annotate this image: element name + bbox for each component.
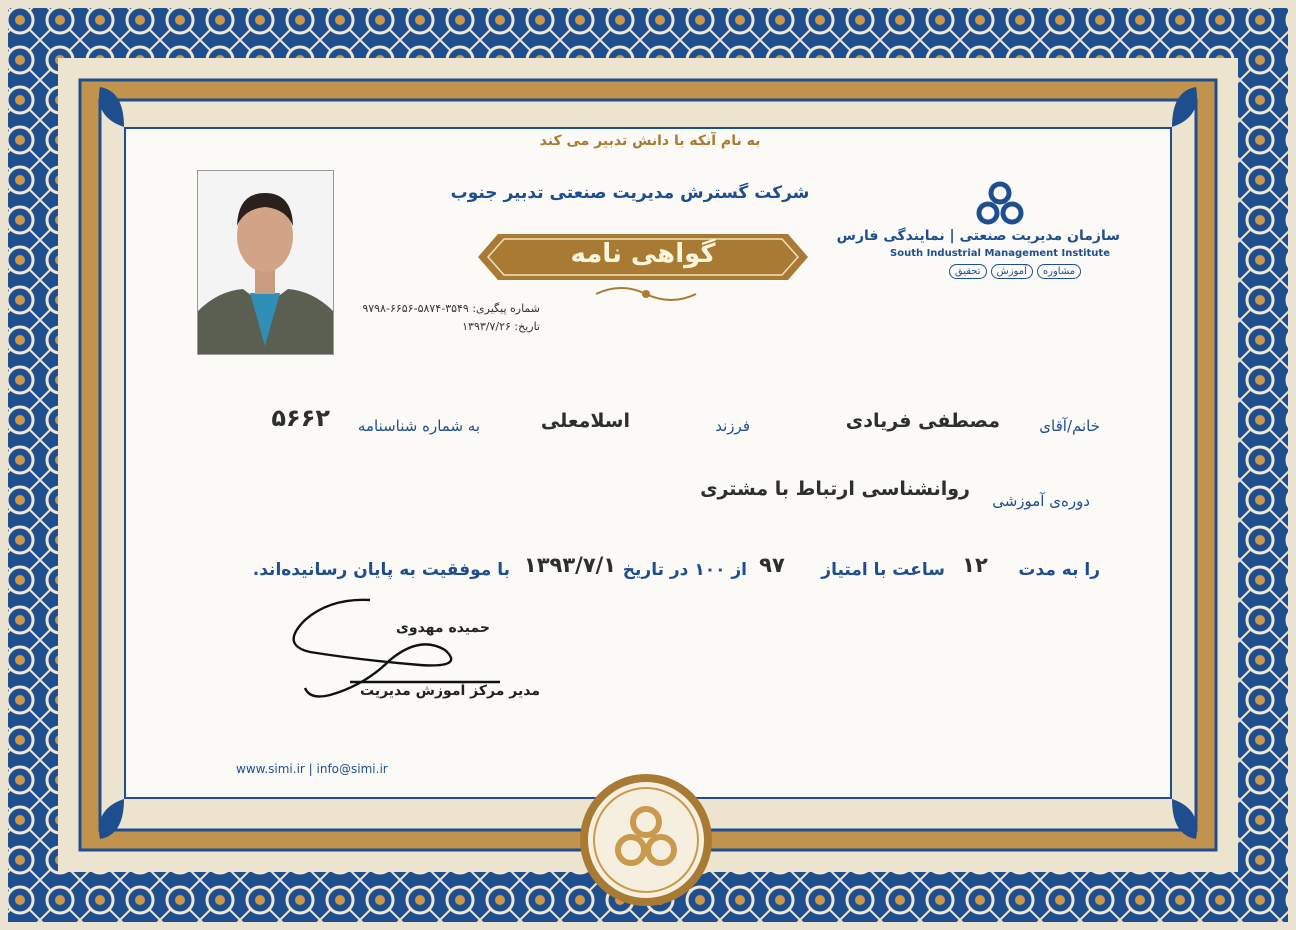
certificate-title: گواهی نامه bbox=[570, 239, 716, 269]
course-label: دوره‌ی آموزشی bbox=[992, 492, 1090, 510]
services-list bbox=[920, 264, 1110, 279]
score-label: ساعت با امتیاز bbox=[821, 560, 945, 580]
contact-info: www.simi.ir | info@simi.ir bbox=[236, 762, 388, 776]
issue-date: تاریخ: ۱۳۹۳/۷/۲۶ bbox=[462, 320, 540, 333]
duration-value: ۱۲ bbox=[962, 553, 988, 577]
person-name: مصطفی فریادی bbox=[845, 410, 1000, 432]
id-label: به شماره شناسنامه bbox=[357, 417, 480, 435]
score-max-label: از ۱۰۰ در تاریخ bbox=[622, 560, 747, 580]
ornament bbox=[586, 282, 706, 306]
organization-name-en: South Industrial Management Institute bbox=[890, 248, 1110, 259]
organization-logo-icon bbox=[972, 180, 1028, 228]
service-research: تحقیق bbox=[949, 264, 987, 279]
company-name: شرکت گسترش مدیریت صنعتی تدبیر جنوب bbox=[450, 183, 810, 203]
course-name: روانشناسی ارتباط با مشتری bbox=[700, 478, 970, 500]
portrait-photo bbox=[197, 170, 334, 355]
title-label: خانم/آقای bbox=[1039, 417, 1100, 435]
signer-title: مدیر مرکز آموزش مدیریت bbox=[360, 683, 540, 699]
duration-label: را به مدت bbox=[1018, 560, 1100, 580]
closing-text: با موفقیت به پایان رسانیده‌اند. bbox=[252, 560, 510, 580]
organization-name-fa: سازمان مدیریت صنعتی | نمایندگی فارس bbox=[836, 228, 1120, 244]
service-consulting: مشاوره bbox=[1037, 264, 1081, 279]
child-of-label: فرزند bbox=[715, 417, 750, 435]
service-training: آموزش bbox=[991, 264, 1033, 279]
signer-name: حمیده مهدوی bbox=[396, 620, 490, 636]
score-value: ۹۷ bbox=[759, 553, 785, 577]
seal-emblem bbox=[576, 770, 716, 910]
completion-date: ۱۳۹۳/۷/۱ bbox=[523, 553, 617, 577]
motto: به نام آنکه با دانش تدبیر می کند bbox=[539, 133, 761, 149]
id-number: ۵۶۶۲ bbox=[271, 404, 330, 432]
tracking-number: شماره پیگیری: ۳۵۴۹-۵۸۷۴-۶۶۵۶-۹۷۹۸ bbox=[362, 302, 540, 315]
father-name: اسلامعلی bbox=[540, 410, 630, 432]
